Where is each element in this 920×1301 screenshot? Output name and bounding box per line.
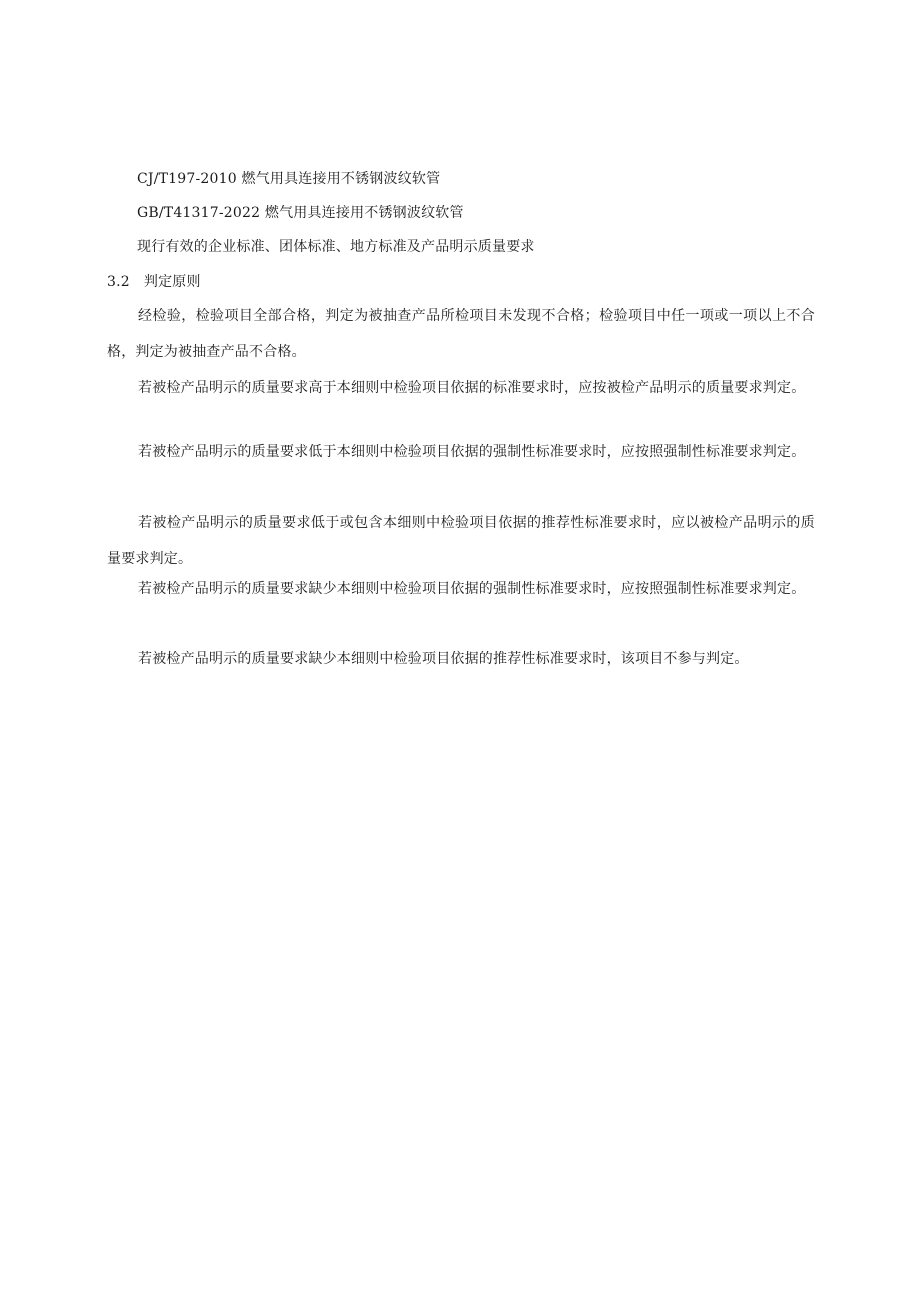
section-number: 3.2 [107,274,130,290]
paragraph-6: 若被检产品明示的质量要求缺少本细则中检验项目依据的推荐性标准要求时，该项目不参与判定。 [138,651,749,667]
standard-item-1: CJ/T197-2010 燃气用具连接用不锈钢波纹软管 [137,171,441,187]
paragraph-4: 若被检产品明示的质量要求低于或包含本细则中检验项目依据的推荐性标准要求时，应以被检产品明示的质量要求判定。 [107,515,815,567]
paragraph-1: 经检验，检验项目全部合格，判定为被抽查产品所检项目未发现不合格；检验项目中任一项或一项以上不合格，判定为被抽查产品不合格。 [107,308,815,360]
standard-item-2: GB/T41317-2022 燃气用具连接用不锈钢波纹软管 [137,205,464,221]
paragraph-5: 若被检产品明示的质量要求缺少本细则中检验项目依据的强制性标准要求时，应按照强制性标准要求判定。 [138,581,806,597]
paragraph-2: 若被检产品明示的质量要求高于本细则中检验项目依据的标准要求时，应按被检产品明示的质量要求判定。 [138,380,806,396]
section-heading [107,272,201,292]
paragraph-3: 若被检产品明示的质量要求低于本细则中检验项目依据的强制性标准要求时，应按照强制性标准要求判定。 [138,444,806,460]
standard-item-3: 现行有效的企业标准、团体标准、地方标准及产品明示质量要求 [137,239,535,255]
section-title: 判定原则 [143,274,201,290]
